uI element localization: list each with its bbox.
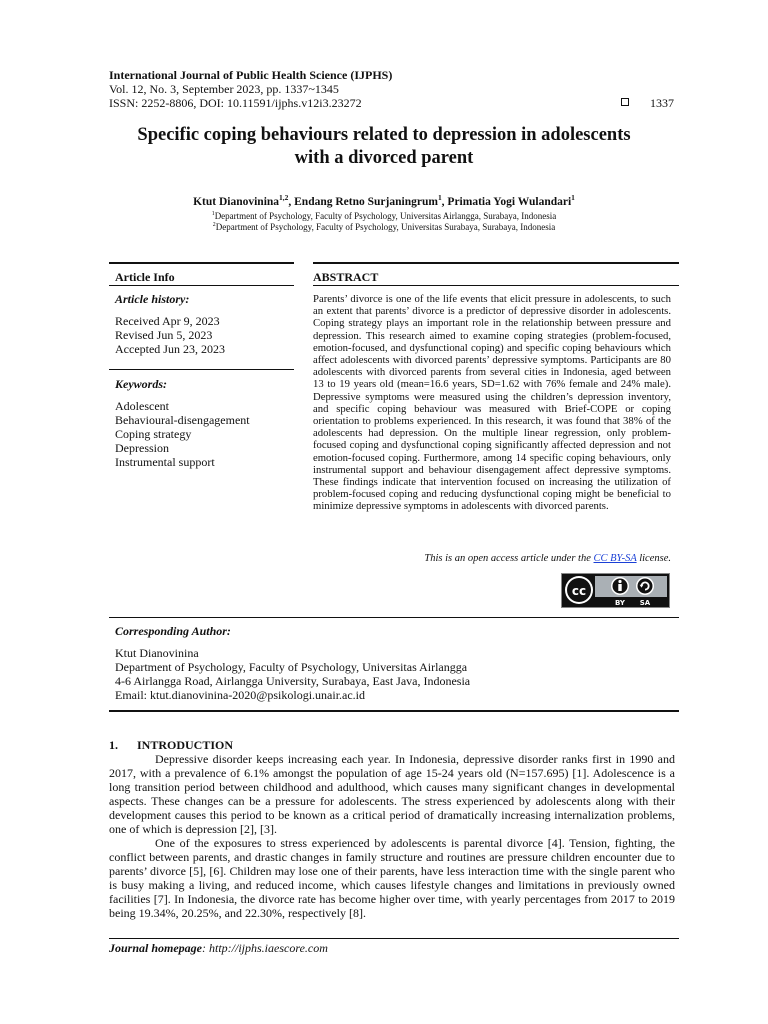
cc-by-label: BY: [614, 599, 626, 607]
footer-rule: [109, 938, 679, 939]
author-name: Ktut Dianovinina: [193, 196, 280, 208]
corresponding-name: Ktut Dianovinina: [115, 646, 199, 660]
abstract-heading: ABSTRACT: [313, 270, 379, 284]
issn-doi: ISSN: 2252-8806, DOI: 10.11591/ijphs.v12i3.23272: [109, 96, 362, 110]
abstract-text: Parents’ divorce is one of the life events that elicit pressure in adolescents, to such an extent that parents’ divorce is a predictor of depressive disorder in adolescents. Coping strategy plays an important role in the relationship between pressure and depression. This research aimed to examine coping strategies (problem-focused, emotion-focused, and dysfunctional coping) and specific coping behaviours which affect adolescents with divorced parents’ depressive symptoms. Participants are 80 adolescents with divorced parents from several cities in Indonesia, aged between 13 to 19 years old (mean=16.6 years, SD=1.62 with 76% female and 24% male). Depressive symptoms were measured using the children’s depression inventory, and specific coping behaviour was measured with Brief-COPE or coping orientation to problems experienced. In this research, it was found that 38% of the adolescents had depression. On the multiple linear regression, only problem-focused coping and dysfunctional coping significantly affected depression and not emotion-focused coping. Furthermore, among 14 specific coping behaviours, only instrumental support and behaviour disengagement affect depressive symptoms. These findings indicate that intervention focused on increasing the utilization of problem-focused coping and reducing dysfunctional coping might be beneficial to minimize depressive symptoms in adolescents with divorced parents.: [313, 293, 671, 513]
keywords-label: Keywords:: [115, 377, 167, 391]
section-title: INTRODUCTION: [137, 738, 234, 752]
cc-by-sa-badge[interactable]: [561, 573, 670, 608]
section-rule: [109, 262, 294, 264]
received-date: Received Apr 9, 2023: [115, 314, 220, 328]
keyword: Coping strategy: [115, 427, 192, 441]
author-affil-sup: 1: [571, 193, 575, 203]
keyword: Adolescent: [115, 399, 169, 413]
volume-info: Vol. 12, No. 3, September 2023, pp. 1337~1345: [109, 82, 339, 96]
corresponding-label: Corresponding Author:: [115, 624, 231, 638]
cc-license-icon: [562, 574, 669, 607]
cc-by-sa-link[interactable]: CC BY-SA: [593, 553, 637, 564]
corresponding-block: [115, 646, 470, 702]
author-name: Primatia Yogi Wulandari: [447, 196, 572, 208]
keyword: Instrumental support: [115, 455, 215, 469]
page-number: 1337: [650, 96, 674, 110]
section-rule: [109, 710, 679, 712]
paper-title: [90, 124, 678, 170]
cc-mark: cc: [571, 584, 587, 598]
keyword: Behavioural-disengagement: [115, 413, 250, 427]
author-list: Ktut Dianovinina$^{1,2}$, Endang Retno Surjaningrum$^1$, Primatia Yogi Wulandari$^1$: [193, 193, 575, 208]
homepage-url[interactable]: : http://ijphs.iaescore.com: [202, 941, 328, 955]
keyword: Depression: [115, 441, 169, 455]
title-line-2: with a divorced parent: [294, 148, 474, 168]
corresponding-address: 4-6 Airlangga Road, Airlangga University, Surabaya, East Java, Indonesia: [115, 674, 471, 688]
keywords-list: [115, 399, 250, 469]
square-bullet-icon: [621, 98, 629, 106]
paragraph: Depressive disorder keeps increasing each year. In Indonesia, depressive disorder ranks first in 1990 and 2017, with a prevalence of 6.1% amongst the population of age 15-24 years old (N=157.695) [1]. Adolescence is a long transition period between childhood and adulthood, which causes many significant changes in developmental aspects. These changes can be a pressure for adolescents. The stress experienced by adolescents along with their development causes this period to be known as a critical period of dramatically increasing internalization problems, one of which is depression [2], [3].: [109, 752, 675, 836]
author-affil-sup: 1: [437, 193, 442, 203]
author-affil-sup: 1,2: [279, 193, 289, 203]
journal-name: International Journal of Public Health Science (IJPHS): [109, 68, 393, 82]
introduction-heading: [109, 738, 233, 753]
affiliation: $^2$Department of Psychology, Faculty of Psychology, Universitas Surabaya, Surabaya, Indonesia: [212, 222, 556, 232]
divider: [313, 285, 679, 286]
history-list: [115, 314, 225, 356]
divider: [109, 369, 294, 370]
divider: [109, 285, 294, 286]
revised-date: Revised Jun 5, 2023: [115, 328, 213, 342]
paragraph: One of the exposures to stress experienced by adolescents is parental divorce [4]. Tension, fighting, the conflict between parents, and drastic changes in family structure and routines are pressure children encounter due to parents’ divorce [5], [6]. Children may lose one of their parents, have less interaction time with the single parent who is busy making a living, and reduced income, which causes lifestyle changes and limitations in previously owned facilities [7]. In Indonesia, the divorce rate has become higher over time, with yearly percentages from 2017 to 2019 being 19.34%, 20.25%, and 22.30%, respectively [8].: [109, 836, 675, 920]
divider: [109, 617, 679, 618]
history-label: Article history:: [115, 292, 190, 306]
accepted-date: Accepted Jun 23, 2023: [115, 342, 225, 356]
cc-sa-label: SA: [639, 599, 651, 607]
corresponding-email: Email: ktut.dianovinina-2020@psikologi.unair.ac.id: [115, 688, 366, 702]
title-line-1: Specific coping behaviours related to depression in adolescents: [137, 125, 631, 145]
journal-homepage: [109, 941, 328, 956]
open-access-note: This is an open access article under the CC BY-SA license.: [424, 553, 671, 564]
article-info-heading: Article Info: [115, 270, 175, 284]
section-rule: [313, 262, 679, 264]
author-name: Endang Retno Surjaningrum: [294, 196, 438, 208]
affiliation: $^1$Department of Psychology, Faculty of Psychology, Universitas Airlangga, Surabaya, Indonesia: [211, 211, 557, 221]
corresponding-dept: Department of Psychology, Faculty of Psychology, Universitas Airlangga: [115, 660, 468, 674]
introduction-body: [109, 752, 675, 920]
section-number: 1.: [109, 738, 118, 752]
homepage-label: Journal homepage: [109, 941, 203, 955]
